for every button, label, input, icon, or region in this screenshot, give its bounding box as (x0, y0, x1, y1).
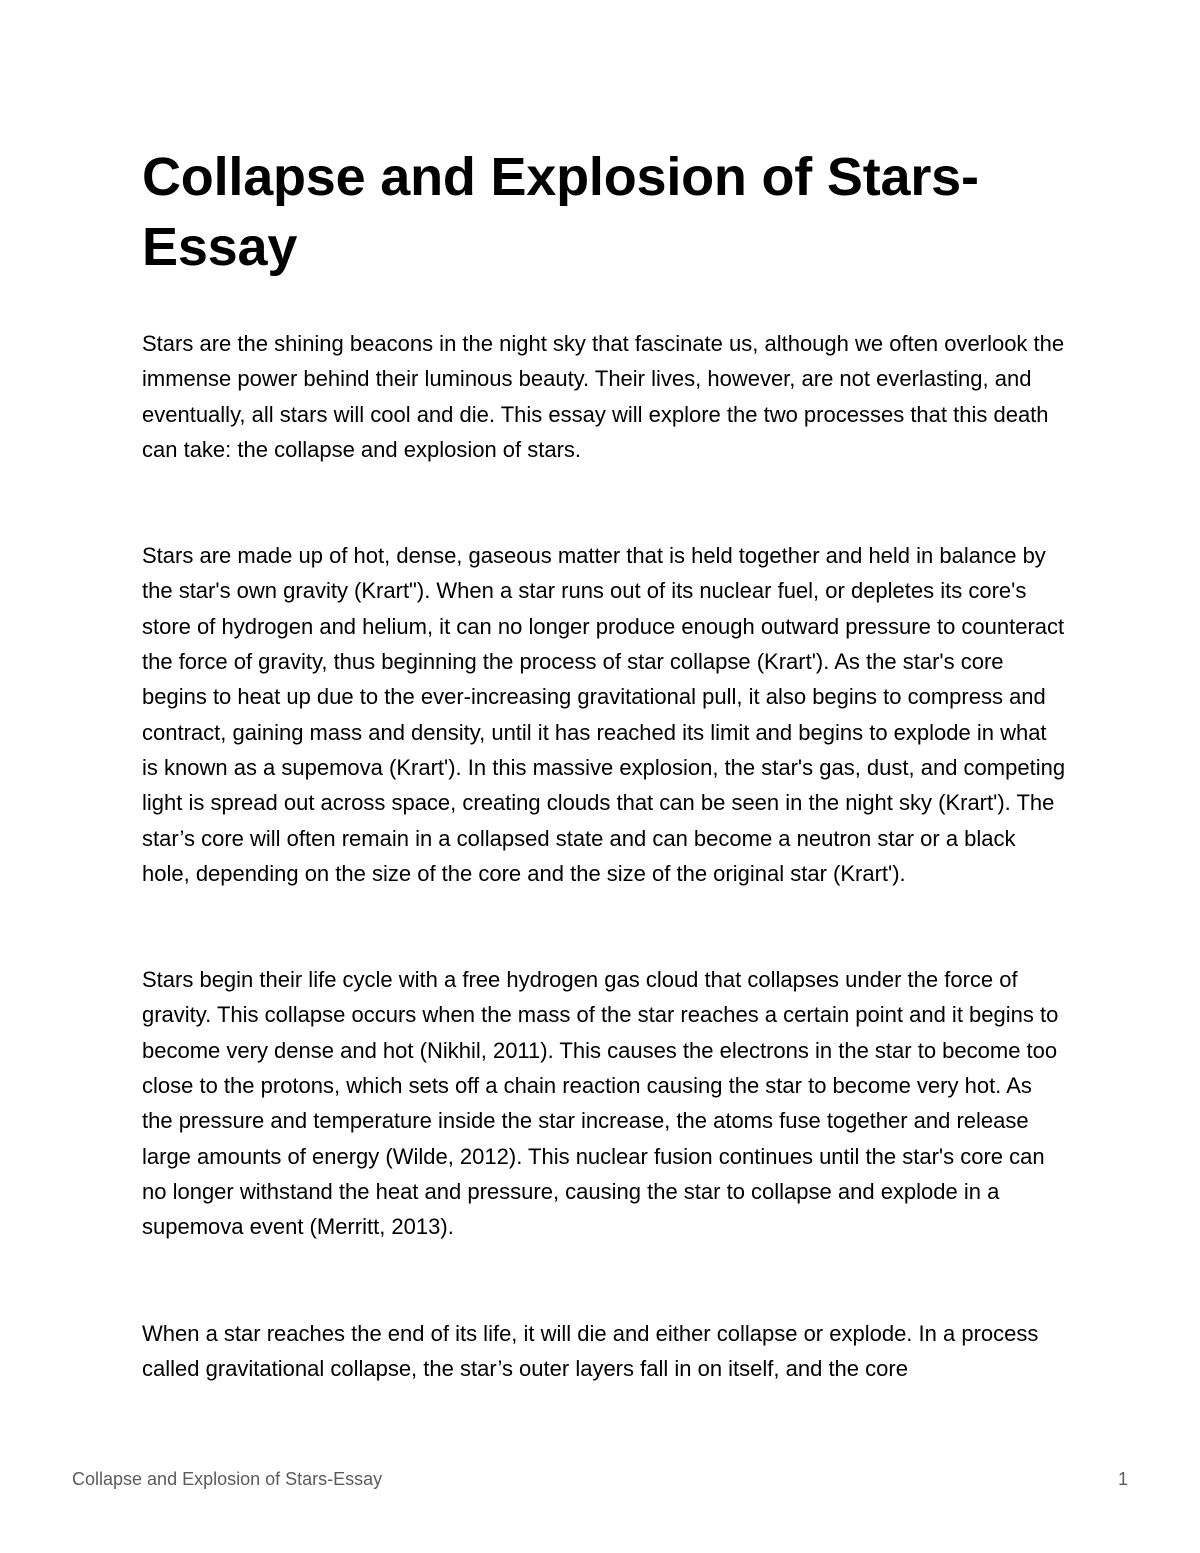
essay-body (142, 326, 1067, 1457)
essay-paragraph-composition: Stars are made up of hot, dense, gaseous matter that is held together and held in balance by the star's own gravity (Krart"). When a star runs out of its nuclear fuel, or depletes its core's store of hydrogen and helium, it can no longer produce enough outward pressure to counteract the force of gravity, thus beginning the process of star collapse (Krart'). As the star's core begins to heat up due to the ever-increasing gravitational pull, it also begins to compress and contract, gaining mass and density, until it has reached its limit and begins to explode in what is known as a supemova (Krart'). In this massive explosion, the star's gas, dust, and competing light is spread out across space, creating clouds that can be seen in the night sky (Krart'). The star’s core will often remain in a collapsed state and can become a neutron star or a black hole, depending on the size of the core and the size of the original star (Krart'). (142, 543, 1066, 886)
footer-page-number: 1 (1117, 1469, 1128, 1489)
essay-paragraph-intro: Stars are the shining beacons in the night sky that fascinate us, although we often overlook the immense power behind their luminous beauty. Their lives, however, are not everlasting, and eventually, all stars will cool and die. This essay will explore the two processes that this death can take: the collapse and explosion of stars. (142, 331, 1065, 462)
page-title: Collapse and Explosion of Stars-Essay (142, 147, 979, 277)
essay-paragraph-life-cycle: Stars begin their life cycle with a free hydrogen gas cloud that collapses under the force of gravity. This collapse occurs when the mass of the star reaches a certain point and it begins to become very dense and hot (Nikhil, 2011). This causes the electrons in the star to become too close to the protons, which sets off a chain reaction causing the star to become very hot. As the pressure and temperature inside the star increase, the atoms fuse together and release large amounts of energy (Wilde, 2012). This nuclear fusion continues until the star's core can no longer withstand the heat and pressure, causing the star to collapse and explode in a supemova event (Merritt, 2013). (142, 967, 1059, 1240)
essay-paragraph-end-of-life: When a star reaches the end of its life, it will die and either collapse or explode. In a process called gravitational collapse, the star’s outer layers fall in on itself, and the core (142, 1320, 1039, 1381)
footer-title: Collapse and Explosion of Stars-Essay (72, 1469, 383, 1489)
page-footer (72, 1464, 1128, 1494)
